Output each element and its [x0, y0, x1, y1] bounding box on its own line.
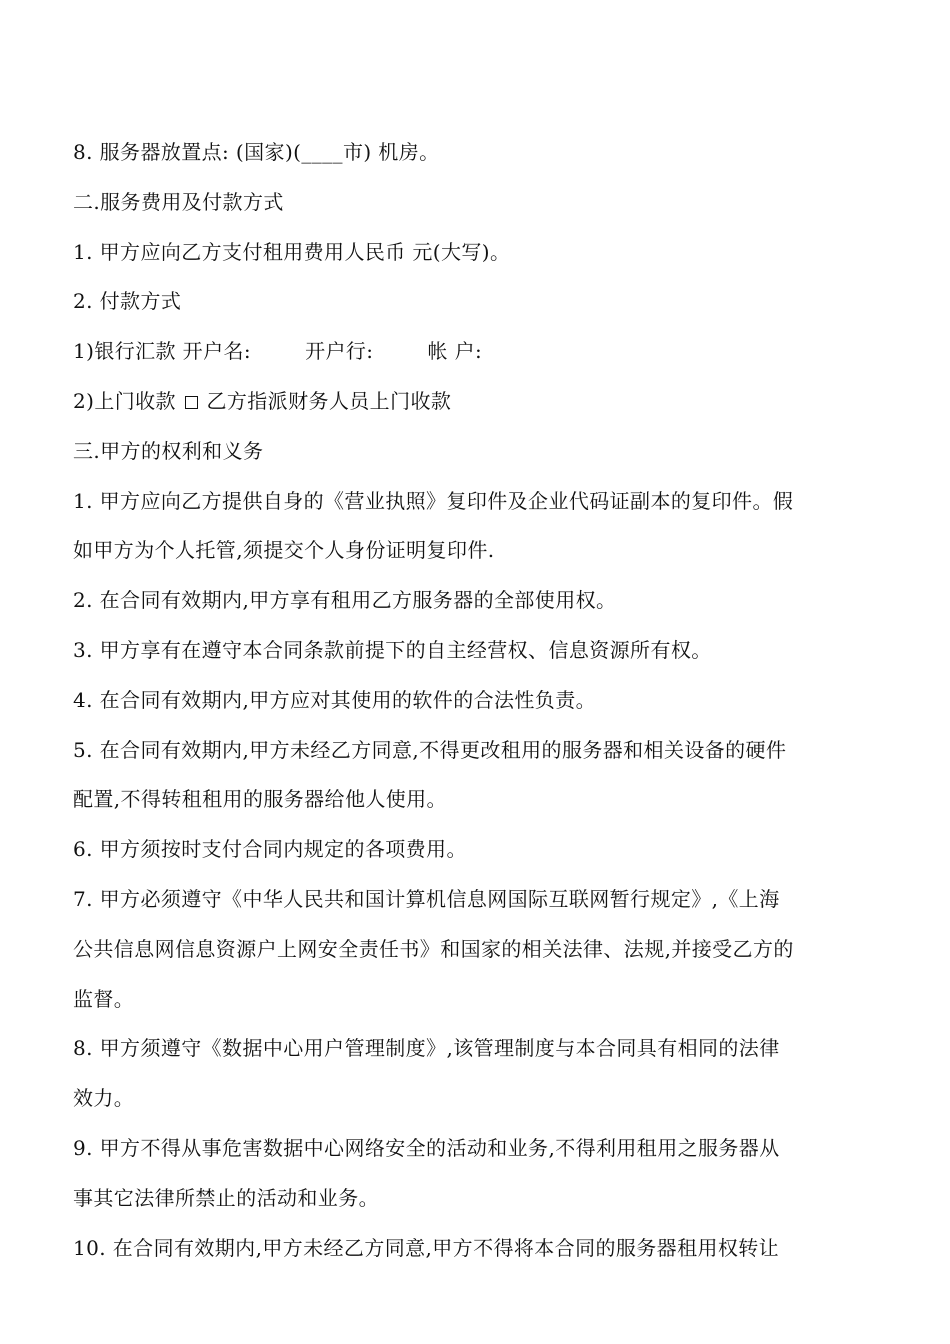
clause-a2: 2. 在合同有效期内,甲方享有租用乙方服务器的全部使用权。 [73, 588, 617, 613]
clause-a7-line2: 公共信息网信息资源户上网安全责任书》和国家的相关法律、法规,并接受乙方的 [73, 936, 794, 961]
document-body [73, 128, 881, 1273]
clause-a1-line2: 如甲方为个人托管,须提交个人身份证明复印件. [73, 538, 495, 563]
section-heading-party-a: 三.甲方的权利和义务 [73, 438, 264, 463]
clause-payment-method: 2. 付款方式 [73, 289, 182, 314]
section-heading-fees: 二.服务费用及付款方式 [73, 189, 284, 214]
clause-a4: 4. 在合同有效期内,甲方应对其使用的软件的合法性负责。 [73, 687, 596, 712]
clause-a9-line1: 9. 甲方不得从事危害数据中心网络安全的活动和业务,不得利用租用之服务器从 [73, 1135, 780, 1160]
clause-a7-line3: 监督。 [73, 986, 135, 1011]
door-collection-text: 乙方指派财务人员上门收款 [206, 388, 452, 413]
clause-fee-amount: 1. 甲方应向乙方支付租用费用人民币 元(大写)。 [73, 239, 511, 264]
clause-a10-line1: 10. 在合同有效期内,甲方未经乙方同意,甲方不得将本合同的服务器租用权转让 [73, 1235, 780, 1260]
clause-a9-line2: 事其它法律所禁止的活动和业务。 [73, 1185, 379, 1210]
clause-bank-transfer: 1)银行汇款 开户名: 开户行: 帐 户: [73, 339, 483, 364]
clause-a5-line1: 5. 在合同有效期内,甲方未经乙方同意,不得更改租用的服务器和相关设备的硬件 [73, 737, 787, 762]
clause-a7-line1: 7. 甲方必须遵守《中华人民共和国计算机信息网国际互联网暂行规定》,《上海 [73, 886, 780, 911]
door-collection-label: 2)上门收款 [73, 388, 176, 413]
clause-a3: 3. 甲方享有在遵守本合同条款前提下的自主经营权、信息资源所有权。 [73, 637, 712, 662]
clause-a1-line1: 1. 甲方应向乙方提供自身的《营业执照》复印件及企业代码证副本的复印件。假 [73, 488, 794, 513]
clause-a5-line2: 配置,不得转租租用的服务器给他人使用。 [73, 787, 447, 812]
clause-a8-line2: 效力。 [73, 1086, 135, 1111]
clause-door-collection [73, 377, 881, 427]
clause-server-location: 8. 服务器放置点: (国家)(____市) 机房。 [73, 140, 440, 164]
checkbox-icon [185, 396, 198, 409]
clause-a8-line1: 8. 甲方须遵守《数据中心用户管理制度》,该管理制度与本合同具有相同的法律 [73, 1036, 780, 1061]
clause-a6: 6. 甲方须按时支付合同内规定的各项费用。 [73, 837, 467, 862]
